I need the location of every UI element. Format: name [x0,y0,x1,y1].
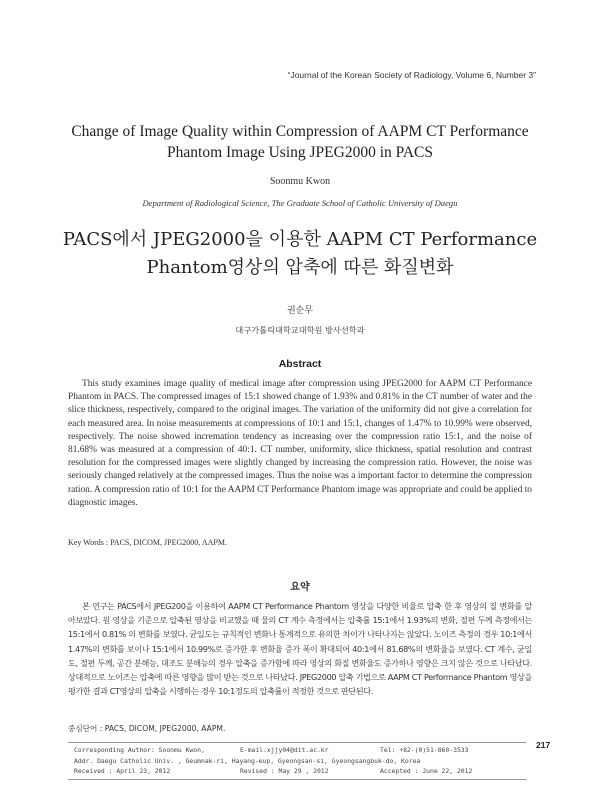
keywords-korean: 중심단어 : PACS, DICOM, JPEG2000, AAPM. [68,724,226,733]
abstract-heading: Abstract [278,358,322,370]
korean-title-line-2: Phantom영상의 압축에 따른 화질변화 [146,257,454,278]
received-date: Received : April 23, 2012 [74,767,171,775]
footer-tel: Tel: +82-(0)51-860-3533 [380,746,469,754]
korean-title [40,226,560,282]
page-number: 217 [536,740,551,750]
author-english: Soonmu Kwon [269,176,331,187]
english-title-line-2: Phantom Image Using JPEG2000 in PACS [167,144,433,161]
corresponding-author: Corresponding Author: Soonmu Kwon, [74,746,205,754]
accepted-date: Accepted : June 22, 2012 [380,767,473,775]
abstract-body: This study examines image quality of medical image after compression using JPEG2000 for AAPM CT Performance Phantom in PACS. The compressed images of 15:1 showed change of 1.93% and 0.81% in the CT number of water and the slice thickness, respectively, compared to the original images. The variation of the uniformity did not give a correlation for each measured area. In noise measurements at compressions of 10:1 and 15:1, changes of 1.47% to 10.99% were observed, respectively. The noise showed incremation tendency as increasing over the compression ratio 15:1, and the noise of 81.68% was measured at a compression of 40:1. CT number, uniformity, slice thickness, spatial resolution and contrast resolution for the compressed images were slightly changed by increasing the compression ratio. However, the noise was seriously changed relatively at the compressed images. Thus the noise was a important factor to determine the compression ration. A compression ratio of 10:1 for the AAPM CT Performance Phantom image was appropriate and could be applied to diagnostic images. [68,379,532,508]
korean-title-line-1: PACS에서 JPEG2000을 이용한 AAPM CT Performance [62,229,538,250]
footer-row-contact [74,746,522,756]
author-korean: 권순무 [286,306,314,316]
footer-email: E-mail:xjjy04@dit.ac.kr [240,746,329,754]
revised-date: Revised : May 29 , 2012 [240,767,329,775]
footer-row-dates [74,767,522,777]
affiliation-english: Department of Radiological Science, The Graduate School of Catholic University of Daegu [142,198,458,208]
english-title [40,121,560,163]
footer-address: Addr. Daegu Catholic Univ. , Geumnak-ri, Hayang-eup, Gyeongsan-si, Gyeongsangbuk-do, Korea [74,756,421,765]
journal-header: “Journal of the Korean Society of Radiology, Volume 6, Number 3” [287,70,536,80]
english-title-line-1: Change of Image Quality within Compression of AAPM CT Performance [71,123,529,140]
affiliation-korean: 대구가톨릭대학교대학원 방사선학과 [235,325,365,335]
correspondence-footer [68,742,526,780]
korean-abstract-heading: 요약 [290,582,310,593]
keywords-english: Key Words : PACS, DICOM, JPEG2000, AAPM. [68,538,227,547]
korean-abstract-body: 본 연구는 PACS에서 JPEG200을 이용하여 AAPM CT Performance Phantom 영상을 다양한 비율로 압축 한 후 영상의 질 변화를 알아보았다. 원 영상을 기준으로 압축된 영상을 비교했을 때 물의 CT 계수 측정에서는 압축률 15:1에서 1.93%의 변화, 절편 두께 측정에서는 15:1에서 0.81% 의 변화를 보였다. 균일도는 규칙적인 변화나 통계적으로 유의한 차이가 나타나지는 않았다. 노이즈 측정의 경우 10:1에서 1.47%의 변화를 보이나 15:1에서 10.99%로 증가한 후 변화율 증가 폭이 확대되어 40:1에서 81.68%의 변화율을 보였다. CT 계수, 균일도, 절편 두께, 공간 분해능, 대조도 분해능의 경우 압축을 증가함에 따라 영상의 화질 변화율도 증가하나 영향은 크지 않은 것으로 나타났다. 상대적으로 노이즈는 압축에 따른 영향을 많이 받는 것으로 나타났다. JPEG2000 압축 기법으로 AAPM CT Performance Phantom 영상을 평가한 결과 CT영상의 압축을 시행하는 경우 10:1정도의 압축률이 적정한 것으로 판단된다. [68,601,532,697]
footer-row-address [74,757,522,767]
